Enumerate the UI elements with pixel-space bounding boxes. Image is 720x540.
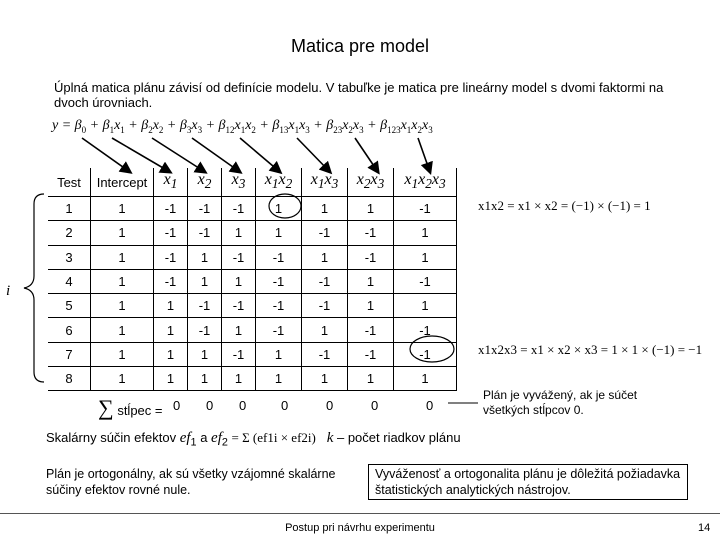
table-row <box>48 269 457 293</box>
table-cell: 1 <box>256 197 302 221</box>
table-cell: -1 <box>154 197 188 221</box>
table-cell: -1 <box>222 197 256 221</box>
intro-text: Úplná matica plánu závisí od definície modelu. V tabuľke je matica pre lineárny model s dvomi faktormi na dvoch úrovniach. <box>54 80 664 110</box>
table-cell: 1 <box>154 294 188 318</box>
row-brace <box>24 194 44 382</box>
table-cell: 1 <box>154 342 188 366</box>
page-title: Matica pre model <box>290 36 430 56</box>
column-sum-value: 0 <box>426 398 434 413</box>
table-cell: 1 <box>348 294 394 318</box>
table-header-row <box>48 168 457 197</box>
table-cell: 1 <box>154 318 188 342</box>
table-cell: 1 <box>91 367 154 391</box>
table-cell: -1 <box>188 318 222 342</box>
arrow-b0 <box>82 138 130 172</box>
scalar-and: a <box>200 430 208 445</box>
table-cell: -1 <box>188 294 222 318</box>
table-row <box>48 197 457 221</box>
table-cell: 3 <box>48 245 91 269</box>
column-sum-value: 0 <box>371 398 379 413</box>
table-cell: -1 <box>188 221 222 245</box>
scalar-prefix: Skalárny súčin efektov <box>46 430 177 445</box>
table-cell: -1 <box>302 294 348 318</box>
table-cell: 1 <box>222 269 256 293</box>
column-sum-value: 0 <box>281 398 289 413</box>
table-cell: -1 <box>302 342 348 366</box>
table-cell: -1 <box>302 221 348 245</box>
page-number: 14 <box>698 522 711 534</box>
table-cell: -1 <box>394 342 457 366</box>
sigma-symbol: ∑ <box>98 395 114 420</box>
side-equation-x1x2: x1x2 = x1 × x2 = (−1) × (−1) = 1 <box>478 198 651 213</box>
table-cell: 1 <box>91 342 154 366</box>
column-sum-value: 0 <box>326 398 334 413</box>
balanced-note: Plán je vyvážený, ak je súčet všetkých stĺpcov 0. <box>483 388 638 417</box>
table-cell: 1 <box>91 318 154 342</box>
header-x1x2x3: $x_1x_2x_3$ <box>394 168 457 197</box>
header-x2: $x_2$ <box>188 168 222 197</box>
table-cell: 1 <box>91 245 154 269</box>
table-cell: 1 <box>302 197 348 221</box>
table-cell: 1 <box>222 367 256 391</box>
orthogonal-note: Plán je ortogonálny, ak sú všetky vzájomné skalárne súčiny efektov rovné nule. <box>46 467 336 497</box>
table-cell: 1 <box>394 367 457 391</box>
table-cell: 1 <box>48 197 91 221</box>
arrow-b123 <box>418 138 430 172</box>
table-cell: -1 <box>154 245 188 269</box>
header-intercept: Intercept <box>91 168 154 197</box>
table-cell: 1 <box>91 269 154 293</box>
header-x1x2: $x_1x_2$ <box>256 168 302 197</box>
table-cell: -1 <box>154 269 188 293</box>
table-cell: 1 <box>256 221 302 245</box>
arrow-b23 <box>355 138 378 172</box>
table-cell: 1 <box>188 342 222 366</box>
model-equation: $y = \beta_0 + \beta_1x_1 + \beta_2x_2 + \beta_3x_3 + \beta_{12}x_1x_2 + \beta_{13}x_1x_3 + \beta_{23}x_2x_3 + \beta_{123}x_1x_2x_3$ <box>52 118 433 135</box>
column-sum-text: stĺpec = <box>117 403 163 418</box>
table-cell: -1 <box>394 269 457 293</box>
table-cell: -1 <box>394 197 457 221</box>
table-cell: -1 <box>302 269 348 293</box>
footer-divider <box>0 513 720 514</box>
table-cell: -1 <box>222 342 256 366</box>
table-cell: 1 <box>91 221 154 245</box>
header-x2x3: $x_2x_3$ <box>348 168 394 197</box>
table-cell: 1 <box>222 221 256 245</box>
table-row <box>48 367 457 391</box>
table-cell: 1 <box>348 269 394 293</box>
table-cell: -1 <box>256 294 302 318</box>
table-cell: 1 <box>348 367 394 391</box>
table-cell: -1 <box>222 245 256 269</box>
scalar-k-note: – počet riadkov plánu <box>336 430 461 445</box>
side-equation-x1x2x3: x1x2x3 = x1 × x2 × x3 = 1 × 1 × (−1) = −1 <box>478 342 703 357</box>
table-cell: 1 <box>302 245 348 269</box>
footer-text: Postup pri návrhu experimentu <box>285 522 435 534</box>
column-sum-value: 0 <box>173 398 181 413</box>
table-row <box>48 221 457 245</box>
table-cell: -1 <box>256 269 302 293</box>
table-cell: 1 <box>302 367 348 391</box>
table-cell: 8 <box>48 367 91 391</box>
table-cell: 1 <box>222 318 256 342</box>
table-cell: 1 <box>394 221 457 245</box>
scalar-product-line: Skalárny súčin efektov $ef_1$ a $ef_2 = \Sigma$ (ef1i × ef2i) k – počet riadkov plánu <box>46 430 461 449</box>
header-x3: $x_3$ <box>222 168 256 197</box>
table-row <box>48 294 457 318</box>
table-cell: -1 <box>188 197 222 221</box>
table-row <box>48 342 457 366</box>
table-cell: 2 <box>48 221 91 245</box>
table-cell: -1 <box>154 221 188 245</box>
scalar-formula: = Σ (ef1i × ef2i) <box>231 430 316 445</box>
table-cell: -1 <box>222 294 256 318</box>
table-cell: 1 <box>302 318 348 342</box>
header-test: Test <box>48 168 91 197</box>
arrow-b3 <box>192 138 240 172</box>
importance-box: Vyváženosť a ortogonalita plánu je dôležitá požiadavka štatistických analytických nástrojov. <box>368 464 688 500</box>
table-cell: 1 <box>348 197 394 221</box>
header-x1x3: $x_1x_3$ <box>302 168 348 197</box>
table-cell: 1 <box>188 367 222 391</box>
table-cell: 1 <box>154 367 188 391</box>
table-cell: 1 <box>188 269 222 293</box>
table-cell: 1 <box>394 245 457 269</box>
table-cell: 4 <box>48 269 91 293</box>
table-cell: 7 <box>48 342 91 366</box>
table-cell: 6 <box>48 318 91 342</box>
column-sum-label <box>98 395 162 421</box>
table-cell: -1 <box>348 342 394 366</box>
table-cell: 1 <box>256 367 302 391</box>
table-cell: 1 <box>394 294 457 318</box>
table-cell: 1 <box>188 245 222 269</box>
table-cell: -1 <box>348 318 394 342</box>
row-index-label: i <box>6 283 11 299</box>
table-row <box>48 318 457 342</box>
table-row <box>48 245 457 269</box>
column-sum-value: 0 <box>206 398 214 413</box>
table-cell: 1 <box>91 294 154 318</box>
table-cell: 1 <box>91 197 154 221</box>
arrow-b13 <box>297 138 330 172</box>
table-cell: -1 <box>348 245 394 269</box>
column-sum-value: 0 <box>239 398 247 413</box>
table-cell: 5 <box>48 294 91 318</box>
design-matrix <box>48 168 457 391</box>
header-x1: $x_1$ <box>154 168 188 197</box>
table-cell: -1 <box>348 221 394 245</box>
arrow-b12 <box>240 138 280 172</box>
table-cell: -1 <box>256 245 302 269</box>
table-cell: -1 <box>394 318 457 342</box>
table-cell: -1 <box>256 318 302 342</box>
table-cell: 1 <box>256 342 302 366</box>
